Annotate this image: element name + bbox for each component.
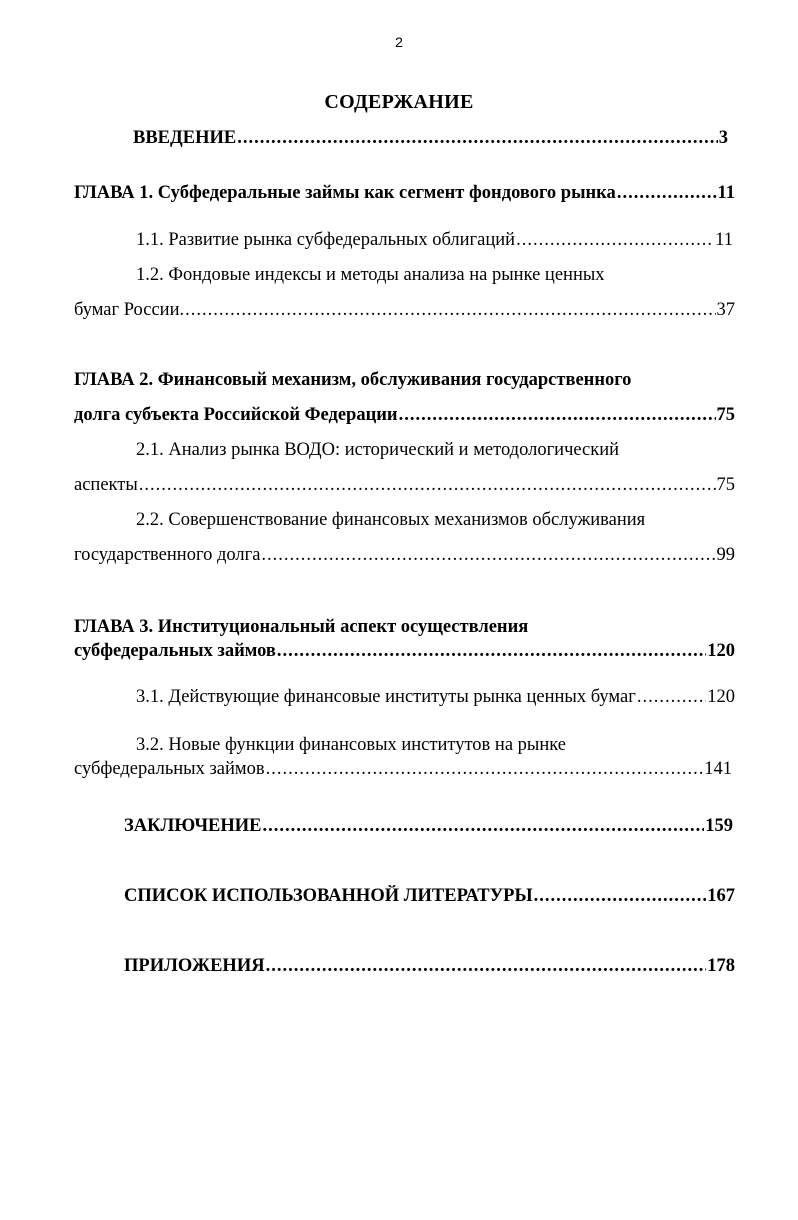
- leader-dots: [399, 404, 716, 426]
- toc-entry-appendices[interactable]: [124, 955, 735, 977]
- entry-page: 3: [718, 128, 728, 148]
- entry-text: СПИСОК ИСПОЛЬЗОВАННОЙ ЛИТЕРАТУРЫ: [124, 886, 533, 906]
- entry-text: 1.1. Развитие рынка субфедеральных облигаций: [136, 230, 516, 250]
- toc-entry-3-2-line1[interactable]: 3.2. Новые функции финансовых институтов на рынке: [136, 735, 566, 755]
- entry-text: ВВЕДЕНИЕ: [133, 128, 237, 148]
- entry-text: долга субъекта Российской Федерации: [74, 405, 398, 425]
- toc-entry-chapter2-line1[interactable]: ГЛАВА 2. Финансовый механизм, обслуживания государственного: [74, 370, 632, 390]
- leader-dots: [261, 544, 715, 566]
- entry-page: 120: [707, 641, 735, 661]
- toc-entry-3-2[interactable]: [74, 758, 732, 780]
- toc-entry-references[interactable]: [124, 885, 735, 907]
- toc-entry-chapter2[interactable]: [74, 404, 735, 426]
- entry-page: 37: [716, 300, 735, 320]
- entry-page: 141: [704, 759, 732, 779]
- toc-entry-chapter3[interactable]: [74, 640, 735, 662]
- leader-dots: [637, 686, 706, 708]
- leader-dots: [617, 182, 717, 204]
- leader-dots: [185, 299, 715, 321]
- toc-entry-3-1[interactable]: [136, 686, 735, 708]
- entry-page: 99: [716, 545, 735, 565]
- leader-dots: [266, 955, 707, 977]
- leader-dots: [266, 758, 704, 780]
- entry-page: 75: [716, 405, 735, 425]
- toc-entry-chapter3-line1[interactable]: ГЛАВА 3. Институциональный аспект осуществления: [74, 617, 529, 637]
- entry-text: аспекты: [74, 475, 138, 495]
- entry-page: 120: [707, 687, 735, 707]
- leader-dots: [277, 640, 706, 662]
- toc-entry-1-2[interactable]: [74, 299, 735, 321]
- entry-page: 159: [705, 816, 733, 836]
- entry-page: 75: [716, 475, 735, 495]
- leader-dots: [139, 474, 716, 496]
- entry-text: ПРИЛОЖЕНИЯ: [124, 956, 265, 976]
- toc-entry-2-2-line1[interactable]: 2.2. Совершенствование финансовых механизмов обслуживания: [136, 510, 646, 530]
- entry-page: 11: [717, 183, 735, 203]
- entry-text: субфедеральных займов: [74, 641, 276, 661]
- toc-entry-2-1-line1[interactable]: 2.1. Анализ рынка ВОДО: исторический и методологический: [136, 440, 620, 460]
- entry-text: бумаг России.: [74, 300, 185, 320]
- entry-text: ЗАКЛЮЧЕНИЕ: [124, 816, 262, 836]
- entry-page: 11: [715, 230, 733, 250]
- toc-entry-2-2[interactable]: [74, 544, 735, 566]
- toc-entry-2-1[interactable]: [74, 474, 735, 496]
- entry-text: ГЛАВА 1. Субфедеральные займы как сегмент фондового рынка: [74, 183, 616, 203]
- toc-entry-1-1[interactable]: [136, 229, 733, 251]
- entry-text: государственного долга: [74, 545, 261, 565]
- toc-entry-conclusion[interactable]: [124, 815, 733, 837]
- page-number: 2: [395, 34, 403, 50]
- entry-text: 3.1. Действующие финансовые институты рынка ценных бумаг: [136, 687, 636, 707]
- leader-dots: [237, 127, 718, 149]
- leader-dots: [534, 885, 707, 907]
- entry-page: 167: [707, 886, 735, 906]
- toc-entry-chapter1[interactable]: [74, 182, 735, 204]
- toc-entry-1-2-line1[interactable]: 1.2. Фондовые индексы и методы анализа на рынке ценных: [136, 265, 605, 285]
- toc-entry-intro[interactable]: [133, 127, 728, 149]
- toc-title: СОДЕРЖАНИЕ: [324, 91, 474, 113]
- entry-page: 178: [707, 956, 735, 976]
- leader-dots: [263, 815, 705, 837]
- leader-dots: [516, 229, 714, 251]
- entry-text: субфедеральных займов: [74, 759, 265, 779]
